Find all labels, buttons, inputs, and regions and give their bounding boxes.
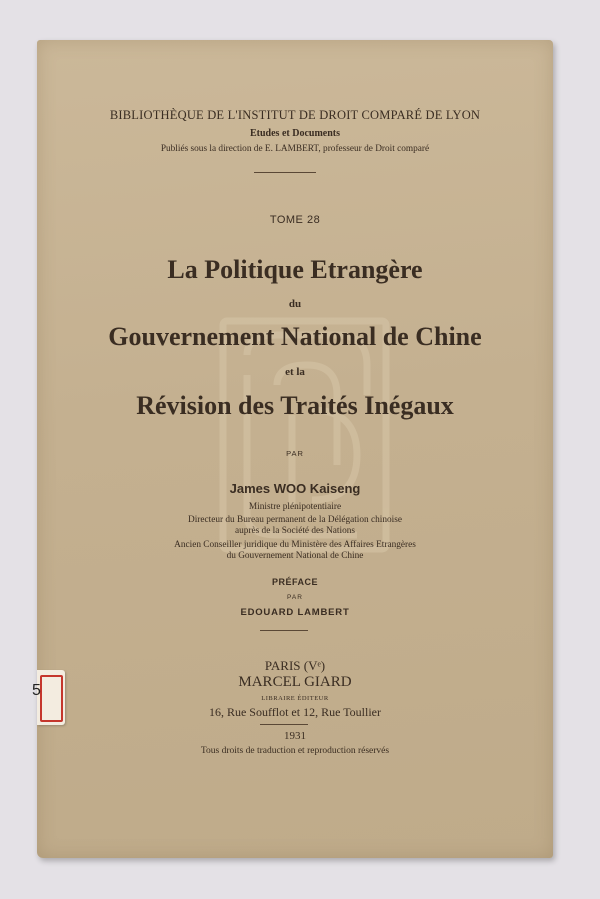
label-red-border bbox=[40, 675, 63, 722]
publication-year: 1931 bbox=[284, 730, 306, 742]
series-direction: Publiés sous la direction de E. LAMBERT, professeur de Droit comparé bbox=[160, 144, 430, 154]
by-label: PAR bbox=[286, 449, 304, 458]
publisher-name: MARCEL GIARD bbox=[238, 674, 352, 690]
preface-label: PRÉFACE bbox=[271, 577, 318, 587]
publication-city: PARIS (Vᵉ) bbox=[264, 658, 326, 673]
divider-rule bbox=[260, 724, 308, 725]
author-credential: Ancien Conseiller juridique du Ministère des Affaires Etrangères bbox=[174, 540, 416, 550]
book-cover bbox=[32, 40, 553, 858]
book-title-line-3: Révision des Traités Inégaux bbox=[136, 391, 454, 420]
preface-by-label: PAR bbox=[287, 594, 303, 601]
author-credential: auprès de la Société des Nations bbox=[234, 526, 356, 536]
title-connector-et-la: et la bbox=[285, 366, 305, 378]
series-title: BIBLIOTHÈQUE DE L'INSTITUT DE DROIT COMPARÉ DE LYON bbox=[109, 108, 481, 122]
label-mark-icon: 5 bbox=[32, 682, 41, 699]
library-spine-label bbox=[32, 670, 65, 725]
author-name: James WOO Kaiseng bbox=[229, 481, 361, 496]
series-subtitle: Etudes et Documents bbox=[250, 128, 340, 139]
preface-author: EDOUARD LAMBERT bbox=[240, 607, 350, 618]
divider-rule bbox=[254, 172, 316, 173]
publisher-address: 16, Rue Soufflot et 12, Rue Toullier bbox=[208, 705, 382, 719]
publisher-role: LIBRAIRE ÉDITEUR bbox=[261, 695, 329, 702]
rights-notice: Tous droits de traduction et reproduction réservés bbox=[200, 746, 390, 756]
volume-number: TOME 28 bbox=[269, 214, 321, 226]
author-credential: du Gouvernement National de Chine bbox=[226, 551, 364, 561]
author-credential: Ministre plénipotentiaire bbox=[248, 502, 342, 512]
book-title-line-1: La Politique Etrangère bbox=[167, 255, 423, 284]
author-credential: Directeur du Bureau permanent de la Délégation chinoise bbox=[187, 515, 402, 525]
book-title-line-2: Gouvernement National de Chine bbox=[108, 322, 482, 351]
title-connector-du: du bbox=[288, 298, 302, 310]
divider-rule bbox=[260, 630, 308, 631]
